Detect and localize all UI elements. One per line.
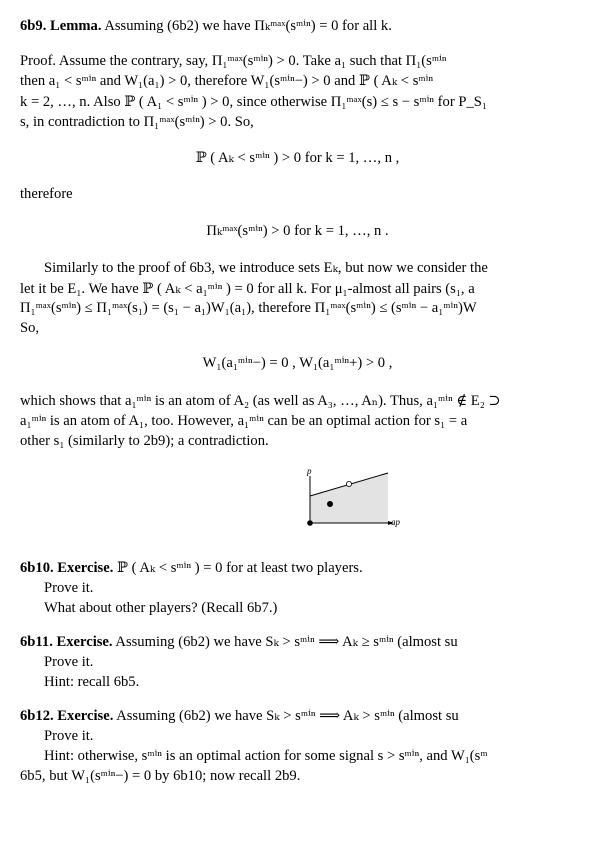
para2-line-2: let it be E₁. We have ℙ ( Aₖ < a₁ᵐⁱⁿ ) = 0 for all k. For μ₁-almost all pairs (s₁, a: [20, 281, 475, 297]
exercise-6b11-statement: Assuming (6b2) we have Sₖ > sᵐⁱⁿ ⟹ Aₖ ≥ sᵐⁱⁿ (almost su: [115, 634, 458, 650]
lemma-6b9: [20, 17, 392, 35]
exercise-6b10-line-2: What about other players? (Recall 6b7.): [44, 600, 278, 616]
solid-point: [327, 501, 333, 507]
exercise-6b10-heading: 6b10. Exercise.: [20, 560, 114, 576]
proof-line-3: k = 2, …, n. Also ℙ ( A₁ < sᵐⁱⁿ ) > 0, since otherwise Π₁ᵐᵃˣ(s) ≤ s − sᵐⁱⁿ for P_S₁: [20, 94, 487, 110]
para3-line-1: which shows that a₁ᵐⁱⁿ is an atom of A₂ (as well as A₃, …, Aₙ). Thus, a₁ᵐⁱⁿ ∉ E₂ ⊃: [20, 393, 501, 409]
exercise-6b11: [20, 633, 458, 651]
therefore-text: therefore: [20, 186, 73, 202]
para3-line-2: a₁ᵐⁱⁿ is an atom of A₁, too. However, a₁ᵐⁱⁿ can be an optimal action for s₁ = a: [20, 413, 468, 429]
exercise-6b12: [20, 707, 459, 725]
exercise-6b10-statement: ℙ ( Aₖ < sᵐⁱⁿ ) = 0 for at least two players.: [117, 560, 363, 576]
figure-diagram: [298, 466, 408, 532]
exercise-6b12-line-1: Prove it.: [44, 728, 94, 744]
exercise-6b11-heading: 6b11. Exercise.: [20, 634, 113, 650]
para3-line-3: other s₁ (similarly to 2b9); a contradiction.: [20, 433, 269, 449]
exercise-6b10-line-1: Prove it.: [44, 580, 94, 596]
display-equation-3: W₁(a₁ᵐⁱⁿ−) = 0 , W₁(a₁ᵐⁱⁿ+) > 0 ,: [202, 355, 393, 371]
display-equation-1: ℙ ( Aₖ < sᵐⁱⁿ ) > 0 for k = 1, …, n ,: [195, 150, 400, 166]
exercise-6b12-heading: 6b12. Exercise.: [20, 708, 114, 724]
proof-line-2: then a₁ < sᵐⁱⁿ and W₁(a₁) > 0, therefore W₁(sᵐⁱⁿ−) > 0 and ℙ ( Aₖ < sᵐⁱⁿ: [20, 73, 434, 89]
para2-line-1: Similarly to the proof of 6b3, we introduce sets Eₖ, but now we consider the: [44, 260, 488, 276]
proof-line-4: s, in contradiction to Π₁ᵐᵃˣ(sᵐⁱⁿ) > 0. So,: [20, 114, 254, 130]
exercise-6b10: [20, 559, 363, 577]
figure-svg: [298, 466, 408, 532]
lemma-statement: Assuming (6b2) we have Πₖᵐᵃˣ(sᵐⁱⁿ) = 0 for all k.: [104, 18, 392, 34]
exercise-6b12-statement: Assuming (6b2) we have Sₖ > sᵐⁱⁿ ⟹ Aₖ > sᵐⁱⁿ (almost su: [116, 708, 459, 724]
origin-point: [307, 520, 313, 526]
open-point: [346, 481, 351, 486]
proof-line-1: Proof. Assume the contrary, say, Π₁ᵐᵃˣ(sᵐⁱⁿ) > 0. Take a₁ such that Π₁(sᵐⁱⁿ: [20, 53, 447, 69]
para2-line-4: So,: [20, 320, 40, 336]
lemma-heading: 6b9. Lemma.: [20, 18, 102, 34]
exercise-6b12-line-2: Hint: otherwise, sᵐⁱⁿ is an optimal action for some signal s > sᵐⁱⁿ, and W₁(sᵐ: [44, 748, 488, 764]
exercise-6b11-line-1: Prove it.: [44, 654, 94, 670]
exercise-6b11-line-2: Hint: recall 6b5.: [44, 674, 140, 690]
display-equation-2: Πₖᵐᵃˣ(sᵐⁱⁿ) > 0 for k = 1, …, n .: [206, 223, 389, 239]
para2-line-3: Π₁ᵐᵃˣ(sᵐⁱⁿ) ≤ Π₁ᵐᵃˣ(s₁) = (s₁ − a₁)W₁(a₁), therefore Π₁ᵐᵃˣ(sᵐⁱⁿ) ≤ (sᵐⁱⁿ − a₁ᵐⁱⁿ)W: [20, 300, 477, 316]
x-axis-label: ap: [391, 517, 400, 527]
exercise-6b12-line-3: 6b5, but W₁(sᵐⁱⁿ−) = 0 by 6b10; now recall 2b9.: [20, 768, 301, 784]
y-axis-label: p: [307, 466, 312, 476]
shaded-region: [310, 473, 388, 523]
